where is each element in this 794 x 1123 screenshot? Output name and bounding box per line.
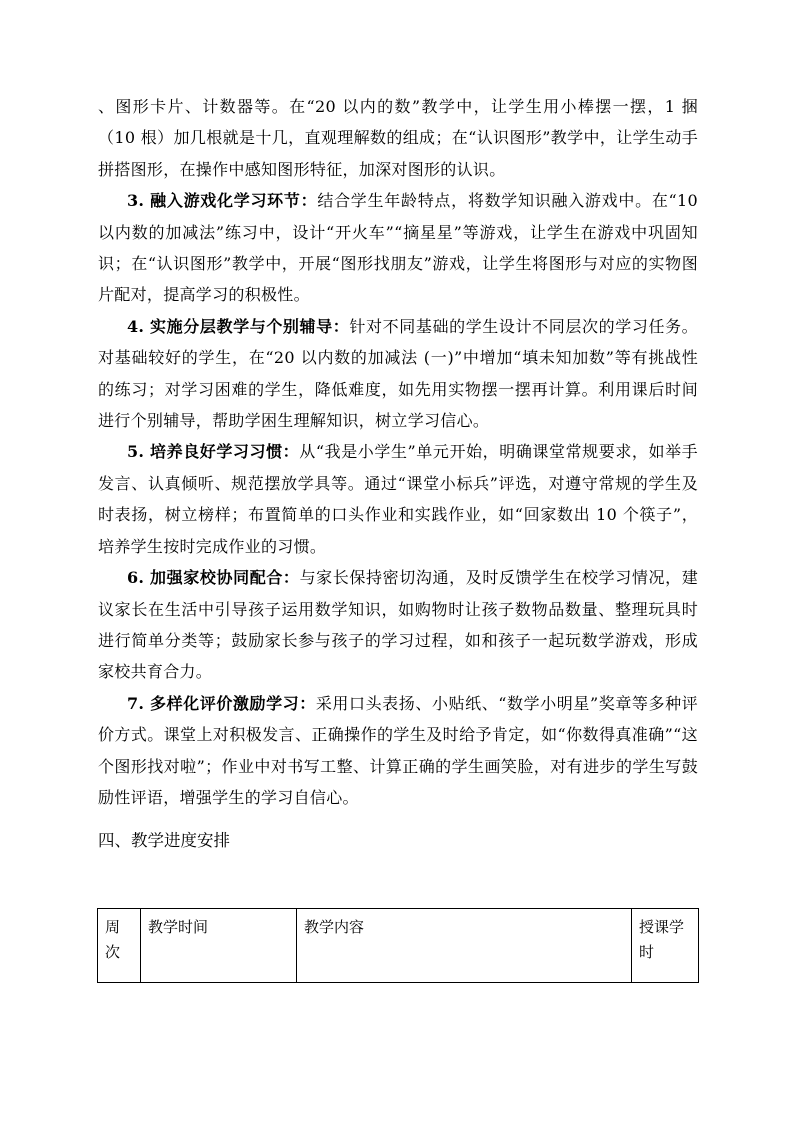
table-header-row xyxy=(98,909,699,983)
paragraph-text: 采用口头表扬、小贴纸、“数学小明星”奖章等多种评价方式。课堂上对积极发言、正确操作的学生及时给予肯定，如“你数得真准确”“这个图形找对啦”；作业中对书写工整、计算正确的学生画笑脸，对有进步的学生写鼓励性评语，增强学生的学习自信心。 xyxy=(98,693,698,807)
paragraph-lead: 实施分层教学与个别辅导： xyxy=(150,316,350,336)
paragraph-item-7 xyxy=(98,688,698,814)
paragraph-item-3 xyxy=(98,185,698,311)
schedule-table xyxy=(97,908,699,983)
section-heading: 四、教学进度安排 xyxy=(98,831,230,851)
paragraph-lead: 多样化评价激励学习： xyxy=(149,693,316,713)
paragraph-number: 7. xyxy=(127,693,145,713)
table-header-week: 周次 xyxy=(98,909,141,983)
table-header-content: 教学内容 xyxy=(297,909,632,983)
paragraph-continuation xyxy=(98,91,698,185)
paragraph-number: 5. xyxy=(127,442,145,462)
paragraph-lead: 融入游戏化学习环节： xyxy=(150,191,318,211)
paragraph-item-5 xyxy=(98,436,698,562)
paragraph-number: 3. xyxy=(127,191,145,211)
paragraph-item-6 xyxy=(98,562,698,688)
paragraph-number: 4. xyxy=(127,316,145,336)
paragraph-text: 结合学生年龄特点，将数学知识融入游戏中。在“10 以内数的加减法”练习中，设计“开火车”“摘星星”等游戏，让学生在游戏中巩固知识；在“认识图形”教学中，开展“图形找朋友”游戏，让学生将图形与对应的实物图片配对，提高学习的积极性。 xyxy=(98,191,698,305)
table-header-hours: 授课学时 xyxy=(632,909,699,983)
paragraph-lead: 加强家校协同配合： xyxy=(150,568,300,588)
paragraph-text: 、图形卡片、计数器等。在“20 以内的数”教学中，让学生用小棒摆一摆，1 捆（10 根）加几根就是十几，直观理解数的组成；在“认识图形”教学中，让学生动手拼搭图形，在操作中感知图形特征，加深对图形的认识。 xyxy=(98,97,698,179)
document-body xyxy=(98,90,698,853)
table-header-time: 教学时间 xyxy=(141,909,297,983)
paragraph-text: 针对不同基础的学生设计不同层次的学习任务。对基础较好的学生，在“20 以内数的加减法 (一)”中增加“填未知加数”等有挑战性的练习；对学习困难的学生，降低难度，如先用实物摆一摆再计算。利用课后时间进行个别辅导，帮助学困生理解知识，树立学习信心。 xyxy=(98,316,698,431)
paragraph-item-4 xyxy=(98,311,698,437)
paragraph-text: 与家长保持密切沟通，及时反馈学生在校学习情况，建议家长在生活中引导孩子运用数学知识，如购物时让孩子数物品数量、整理玩具时进行简单分类等；鼓励家长参与孩子的学习过程，如和孩子一起玩数学游戏，形成家校共育合力。 xyxy=(98,568,699,682)
paragraph-text: 从“我是小学生”单元开始，明确课堂常规要求，如举手发言、认真倾听、规范摆放学具等。通过“课堂小标兵”评选，对遵守常规的学生及时表扬，树立榜样；布置简单的口头作业和实践作业，如“回家数出 10 个筷子”，培养学生按时完成作业的习惯。 xyxy=(98,442,698,556)
paragraph-number: 6. xyxy=(127,568,145,588)
paragraph-lead: 培养良好学习习惯： xyxy=(149,442,300,462)
